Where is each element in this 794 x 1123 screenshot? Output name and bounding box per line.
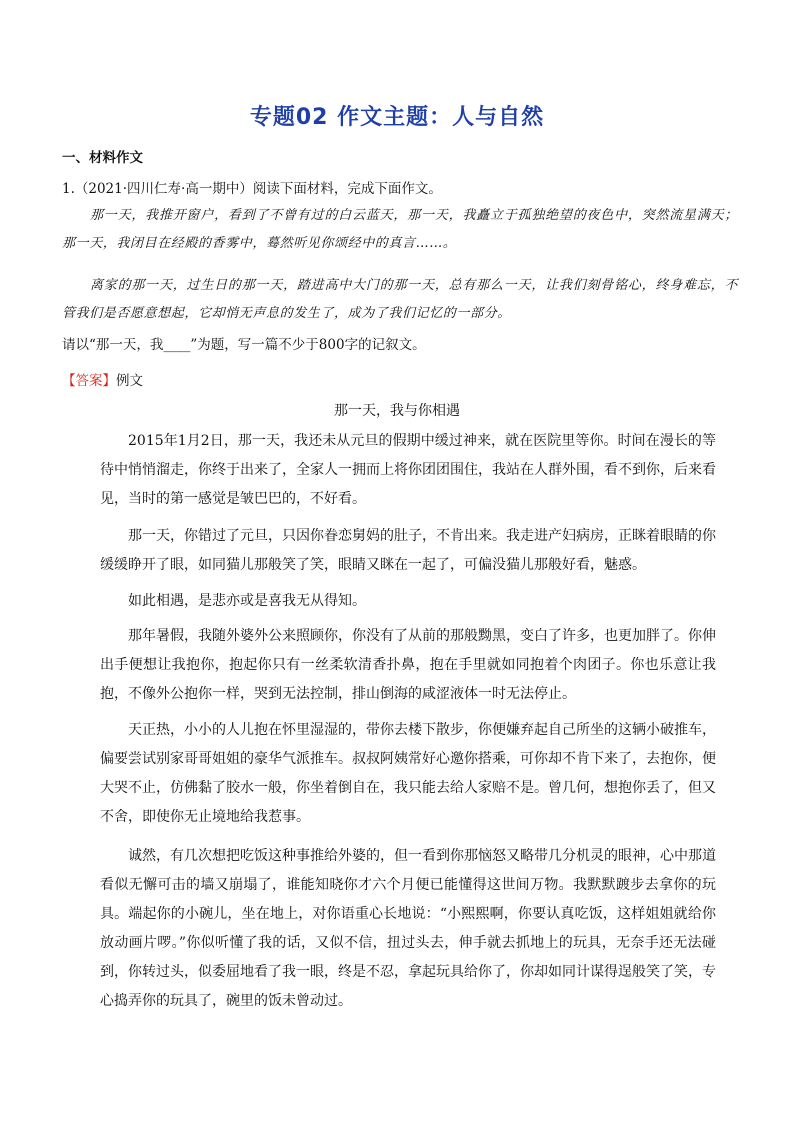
essay-paragraph: 2015年1月2日，那一天，我还未从元旦的假期中缓过神来，就在医院里等你。时间在漫长的等待中悄悄溜走，你终于出来了，全家人一拥而上将你团团围住，我站在人群外围，看不到你，后来看见，当时的第一感觉是皱巴巴的，不好看。: [100, 433, 716, 507]
essay-paragraph: 那一天，你错过了元旦，只因你眷恋舅妈的肚子，不肯出来。我走进产妇病房，正眯着眼睛的你缓缓睁开了眼，如同猫儿那般笑了笑，眼睛又眯在一起了，可偏没猫儿那般好看，魅惑。: [100, 528, 716, 573]
answer-tag: 【答案】: [62, 373, 116, 389]
material-paragraph: 离家的那一天，过生日的那一天，踏进高中大门的那一天，总有那么一天，让我们刻骨铭心，终身难忘，不管我们是否愿意想起，它却悄无声息的发生了，成为了我们记忆的一部分。: [62, 278, 738, 321]
section-heading: 一、材料作文: [62, 150, 143, 166]
page-title: 专题02 作文主题：人与自然: [249, 105, 545, 130]
answer-line: [62, 369, 143, 389]
material-paragraph: 那一天，我推开窗户，看到了不曾有过的白云蓝天，那一天，我矗立于孤独绝望的夜色中，突然流星满天；那一天，我闭目在经殿的香雾中，蓦然听见你颂经中的真言……。: [62, 208, 738, 251]
question-prompt: 1.（2021·四川仁寿·高一期中）阅读下面材料，完成下面作文。: [62, 181, 442, 197]
essay-paragraph: 诚然，有几次想把吃饭这种事推给外婆的，但一看到你那恼怒又略带几分机灵的眼神，心中那道看似无懈可击的墙又崩塌了，谁能知晓你才六个月便已能懂得这世间万物。我默默踱步去拿你的玩具。端起你的小碗儿，坐在地上，对你语重心长地说：“小熙熙啊，你要认真吃饭，这样姐姐就给你放动画片啰。”你似听懂了我的话，又似不信，扭过头去，伸手就去抓地上的玩具，无奈手还无法碰到，你转过头，似委屈地看了我一眼，终是不忍，拿起玩具给你了，你却如同计谋得逞般笑了笑，专心捣弄你的玩具了，碗里的饭未曾动过。: [100, 848, 716, 1009]
essay-paragraph: 天正热，小小的人儿抱在怀里湿湿的，带你去楼下散步，你便嫌弃起自己所坐的这辆小破推车，偏要尝试别家哥哥姐姐的豪华气派推车。叔叔阿姨常好心邀你搭乘，可你却不肯下来了，去抱你，便大哭不止，仿佛黏了胶水一般，你坐着倒自在，我只能去给人家赔不是。曾几何，想抱你丢了，但又不舍，即使你无止境地给我惹事。: [100, 722, 716, 825]
writing-requirement: 请以“那一天，我____”为题，写一篇不少于800字的记叙文。: [62, 337, 426, 353]
essay-title: 那一天，我与你相遇: [334, 403, 460, 419]
essay-paragraph: 如此相遇，是悲亦或是喜我无从得知。: [128, 593, 366, 609]
essay-paragraph: 那年暑假，我随外婆外公来照顾你，你没有了从前的那般黝黑，变白了许多，也更加胖了。你伸出手便想让我抱你，抱起你只有一丝柔软清香扑鼻，抱在手里就如同抱着个肉团子。你也乐意让我抱，不像外公抱你一样，哭到无法控制，排山倒海的咸涩液体一时无法停止。: [100, 628, 716, 702]
answer-label: 例文: [116, 373, 143, 389]
